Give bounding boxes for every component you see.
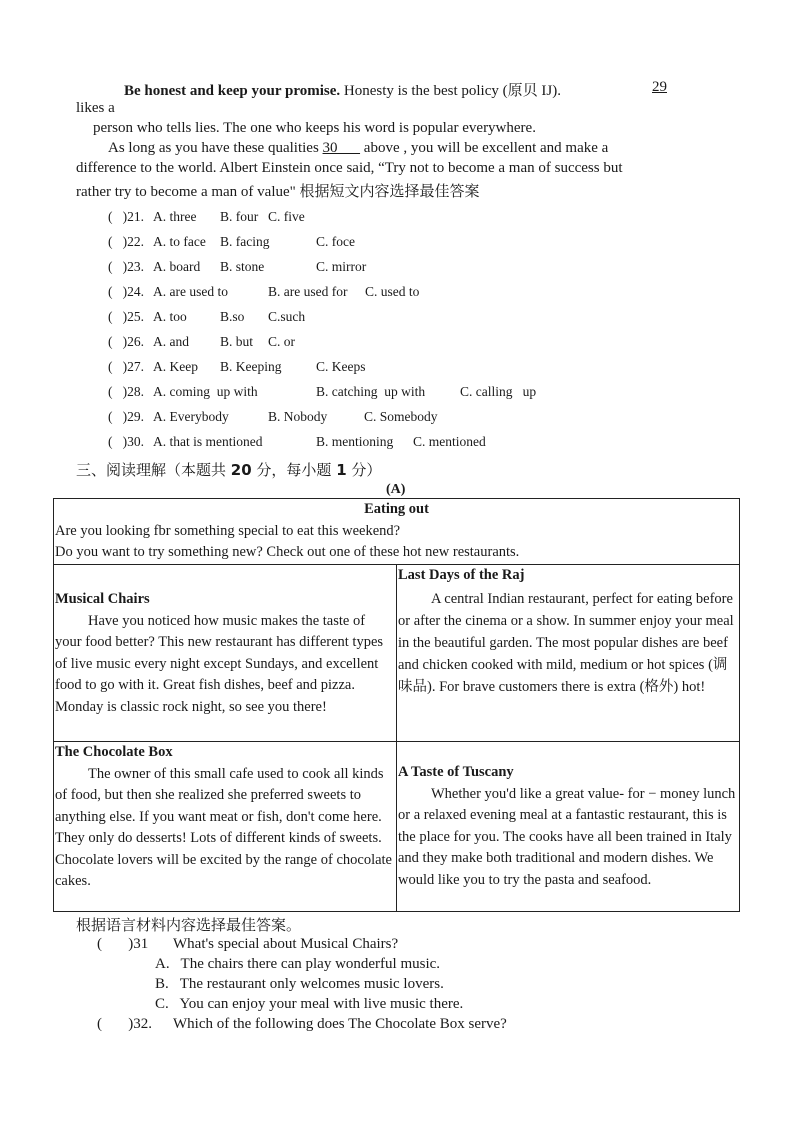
q32-stem: Which of the following does The Chocolate Box serve? (173, 1016, 507, 1032)
question-number: ( )25. (108, 309, 144, 324)
question-30 (108, 434, 608, 454)
option-a[interactable]: A. Keep (153, 359, 198, 374)
option-c[interactable]: C. five (268, 209, 305, 224)
cloze-line-1 (124, 79, 561, 100)
option-a[interactable]: A. that is mentioned (153, 434, 263, 449)
section-heading-score: 20 (230, 461, 252, 479)
option-c[interactable]: C. Keeps (316, 359, 366, 374)
ad-raj-name: Last Days of the Raj (398, 567, 525, 583)
ads-title: Eating out (364, 501, 429, 517)
ad-musical-chairs-text: Have you noticed how music makes the taste of your food better? This new restaurant has different types of live music every night except Sundays, and excellent food to go with it. Great fish dishes, beef and pizza. Monday is classic rock night, so see you there! (55, 612, 384, 715)
question-number: ( )21. (108, 209, 144, 224)
question-29 (108, 409, 608, 429)
part-label: (A) (386, 482, 406, 497)
q31-number: ( )31 (97, 936, 149, 952)
q31-option-b[interactable]: B. The restaurant only welcomes music lovers. (155, 976, 444, 992)
option-b[interactable]: B. are used for (268, 284, 348, 299)
option-a[interactable]: A. Everybody (153, 409, 229, 424)
section-heading-a: 三、阅读理解（本题共 (76, 461, 231, 479)
option-a[interactable]: A. board (153, 259, 201, 274)
option-c[interactable]: C. used to (365, 284, 420, 299)
cloze-line-4-b: above , you will be excellent and make a (360, 140, 609, 156)
option-a[interactable]: A. too (153, 309, 187, 324)
section-heading-each: 1 (336, 461, 347, 479)
question-number: ( )23. (108, 259, 144, 274)
option-c[interactable]: C. foce (316, 234, 355, 249)
option-c[interactable]: C. or (268, 334, 295, 349)
reading-instruction: 根据语言材料内容选择最佳答案。 (76, 918, 302, 934)
ad-taste-of-tuscany (397, 742, 740, 912)
ad-raj-text: A central Indian restaurant, perfect for eating before or after the cinema or a show. In summer enjoy your meal in the beautiful garden. The most popular dishes are beef and chicken cooked with mild, medium or hot spices (调味品). For brave customers there is extra (格外) hot! (398, 590, 734, 695)
question-21 (108, 209, 608, 229)
blank-30: 30 (322, 140, 361, 156)
section-heading (76, 459, 381, 480)
ads-header-cell (54, 499, 740, 565)
option-c[interactable]: C. Somebody (364, 409, 438, 424)
section-heading-b: 分，每小题 (251, 461, 337, 479)
question-number: ( )27. (108, 359, 144, 374)
option-b[interactable]: B.so (220, 309, 245, 324)
ad-tuscany-name: A Taste of Tuscany (398, 764, 514, 780)
option-b[interactable]: B. facing (220, 234, 270, 249)
option-b[interactable]: B. mentioning (316, 434, 394, 449)
option-a[interactable]: A. three (153, 209, 197, 224)
option-b[interactable]: B. stone (220, 259, 265, 274)
restaurant-ads-table (53, 498, 740, 912)
question-25 (108, 309, 608, 329)
cloze-line-4 (108, 140, 608, 157)
question-number: ( )29. (108, 409, 144, 424)
cloze-bold-sentence: Be honest and keep your promise. (124, 83, 341, 99)
option-a[interactable]: A. coming up with (153, 384, 258, 399)
question-26 (108, 334, 608, 354)
option-a[interactable]: A. and (153, 334, 189, 349)
q32-number: ( )32. (97, 1016, 152, 1032)
ads-intro-1: Are you looking fbr something special to eat this weekend? (55, 522, 401, 539)
question-22 (108, 234, 608, 254)
option-b[interactable]: B. Nobody (268, 409, 328, 424)
cloze-line-6: rather try to become a man of value" 根据短文内容选择最佳答案 (76, 184, 480, 200)
cloze-line-1-text: Honesty is the best policy (原贝 IJ). (340, 83, 561, 99)
cloze-line-4-a: As long as you have these qualities (108, 140, 323, 156)
option-a[interactable]: A. are used to (153, 284, 228, 299)
ad-chocolate-box (54, 742, 397, 912)
q31-option-c[interactable]: C. You can enjoy your meal with live music there. (155, 996, 464, 1012)
ad-musical-chairs (54, 565, 397, 742)
ads-intro-2: Do you want to try something new? Check out one of these hot new restaurants. (55, 544, 520, 560)
blank-29: 29 (652, 79, 667, 95)
question-number: ( )24. (108, 284, 144, 299)
ad-last-days-raj (397, 565, 740, 742)
ad-tuscany-text: Whether you'd like a great value- for − money lunch or a relaxed evening meal at a fantastic restaurant, this is the place for you. The cooks have all been trained in Italy and they make both traditional and modern dishes. We would like you to try the pasta and seafood. (398, 785, 736, 888)
option-c[interactable]: C. mirror (316, 259, 367, 274)
question-23 (108, 259, 608, 279)
question-number: ( )30. (108, 434, 144, 449)
question-24 (108, 284, 608, 304)
ad-chocolate-name: The Chocolate Box (55, 744, 173, 760)
question-number: ( )26. (108, 334, 144, 349)
ad-chocolate-text: The owner of this small cafe used to cook all kinds of food, but then she realized she preferred sweets to anything else. If you want meat or fish, don't come here. They only do desserts! Lots of different kinds of sweets. Chocolate lovers will be excited by the range of chocolate cakes. (55, 765, 392, 889)
option-b[interactable]: B. catching up with (316, 384, 426, 399)
question-27 (108, 359, 608, 379)
section-heading-c: 分） (346, 461, 382, 479)
question-number: ( )28. (108, 384, 144, 399)
option-b[interactable]: B. four (220, 209, 259, 224)
question-28 (108, 384, 608, 404)
cloze-line-3: person who tells lies. The one who keeps his word is popular everywhere. (93, 120, 536, 136)
option-b[interactable]: B. but (220, 334, 254, 349)
q31-option-a[interactable]: A. The chairs there can play wonderful music. (155, 956, 441, 972)
cloze-line-2: likes a (76, 100, 115, 116)
option-c[interactable]: C.such (268, 309, 306, 324)
ad-musical-chairs-name: Musical Chairs (55, 591, 150, 607)
q31-stem: What's special about Musical Chairs? (173, 936, 399, 952)
option-b[interactable]: B. Keeping (220, 359, 282, 374)
option-c[interactable]: C. calling up (460, 384, 537, 399)
cloze-line-5: difference to the world. Albert Einstein once said, “Try not to become a man of success but (76, 160, 623, 176)
option-c[interactable]: C. mentioned (413, 434, 486, 449)
question-number: ( )22. (108, 234, 144, 249)
option-a[interactable]: A. to face (153, 234, 206, 249)
